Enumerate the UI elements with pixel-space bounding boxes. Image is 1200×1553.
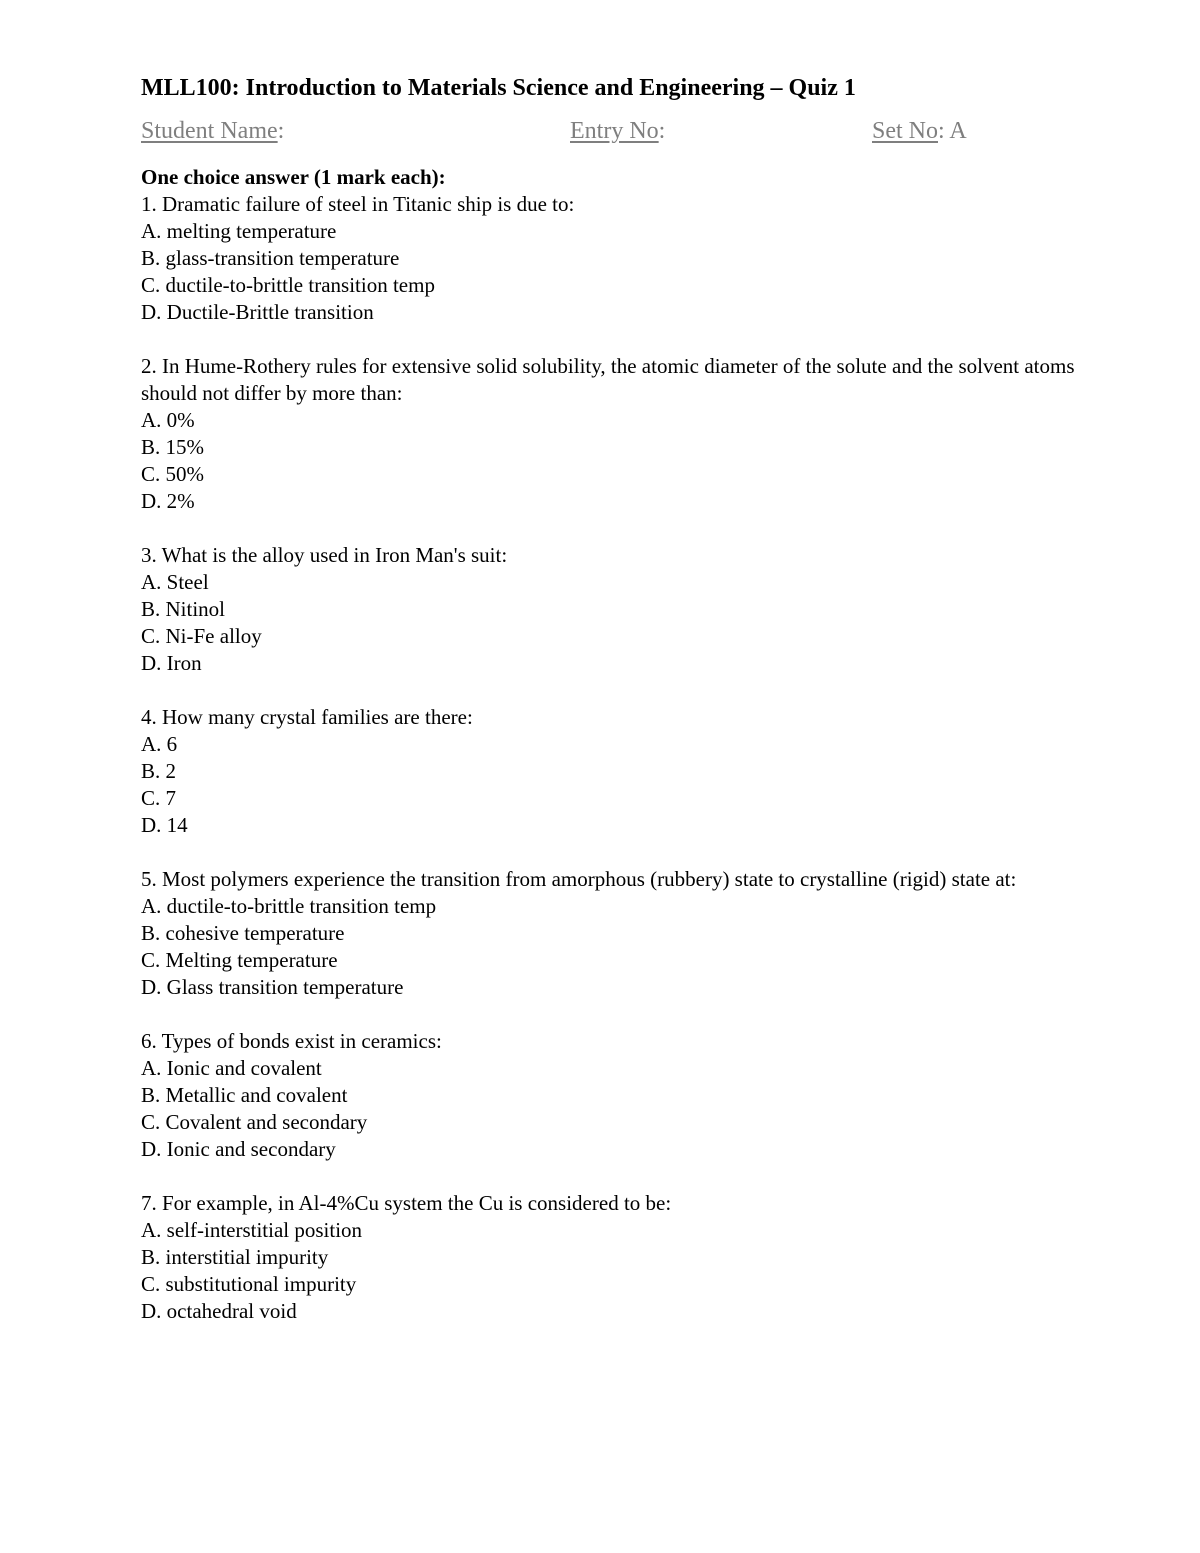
student-name-field: Student Name: xyxy=(141,118,285,144)
question-1 xyxy=(141,191,1081,326)
question-4 xyxy=(141,704,1081,839)
entry-no-field: Entry No: xyxy=(570,118,666,144)
question-text: 7. For example, in Al-4%Cu system the Cu is considered to be: xyxy=(141,1191,672,1215)
question-6 xyxy=(141,1028,1081,1163)
answer-option: B. glass-transition temperature xyxy=(141,246,400,270)
answer-option: B. cohesive temperature xyxy=(141,921,345,945)
answer-option: C. Covalent and secondary xyxy=(141,1110,368,1134)
answer-option: C. ductile-to-brittle transition temp xyxy=(141,273,435,297)
answer-option: A. Ionic and covalent xyxy=(141,1056,322,1080)
question-5 xyxy=(141,866,1081,1001)
question-3 xyxy=(141,542,1081,677)
answer-option: A. self-interstitial position xyxy=(141,1218,363,1242)
answer-option: D. 14 xyxy=(141,813,188,837)
answer-option: D. octahedral void xyxy=(141,1299,297,1323)
answer-option: A. 6 xyxy=(141,732,178,756)
answer-option: C. 50% xyxy=(141,462,204,486)
page-title: MLL100: Introduction to Materials Science and Engineering – Quiz 1 xyxy=(141,75,856,101)
question-2 xyxy=(141,353,1081,515)
question-text: 1. Dramatic failure of steel in Titanic ship is due to: xyxy=(141,192,575,216)
answer-option: D. Ionic and secondary xyxy=(141,1137,336,1161)
question-text: 3. What is the alloy used in Iron Man's suit: xyxy=(141,543,508,567)
answer-option: D. Glass transition temperature xyxy=(141,975,404,999)
answer-option: B. 15% xyxy=(141,435,204,459)
question-text: 4. How many crystal families are there: xyxy=(141,705,473,729)
answer-option: A. melting temperature xyxy=(141,219,337,243)
answer-option: C. 7 xyxy=(141,786,177,810)
question-text: 6. Types of bonds exist in ceramics: xyxy=(141,1029,442,1053)
answer-option: A. Steel xyxy=(141,570,209,594)
set-no-label: Set No xyxy=(872,118,938,144)
answer-option: B. 2 xyxy=(141,759,177,783)
answer-option: A. 0% xyxy=(141,408,195,432)
set-no-value: A xyxy=(949,118,967,144)
question-text: 5. Most polymers experience the transition from amorphous (rubbery) state to crystalline (rigid) state at: xyxy=(141,867,1017,891)
question-list xyxy=(141,191,1081,1325)
question-7 xyxy=(141,1190,1081,1325)
student-info-row xyxy=(141,114,1081,148)
answer-option: C. substitutional impurity xyxy=(141,1272,357,1296)
answer-option: D. Ductile-Brittle transition xyxy=(141,300,374,324)
answer-option: D. Iron xyxy=(141,651,202,675)
answer-option: B. Metallic and covalent xyxy=(141,1083,348,1107)
question-text: 2. In Hume-Rothery rules for extensive solid solubility, the atomic diameter of the solute and the solvent atoms should not differ by more than: xyxy=(141,354,1075,405)
entry-no-label: Entry No xyxy=(570,118,659,144)
answer-option: B. interstitial impurity xyxy=(141,1245,329,1269)
quiz-page xyxy=(141,70,1081,1325)
answer-option: D. 2% xyxy=(141,489,195,513)
section-heading: One choice answer (1 mark each): xyxy=(141,165,446,189)
answer-option: B. Nitinol xyxy=(141,597,226,621)
answer-option: C. Ni-Fe alloy xyxy=(141,624,262,648)
answer-option: C. Melting temperature xyxy=(141,948,338,972)
answer-option: A. ductile-to-brittle transition temp xyxy=(141,894,437,918)
student-name-label: Student Name xyxy=(141,118,278,144)
set-no-field: Set No: A xyxy=(872,118,967,144)
